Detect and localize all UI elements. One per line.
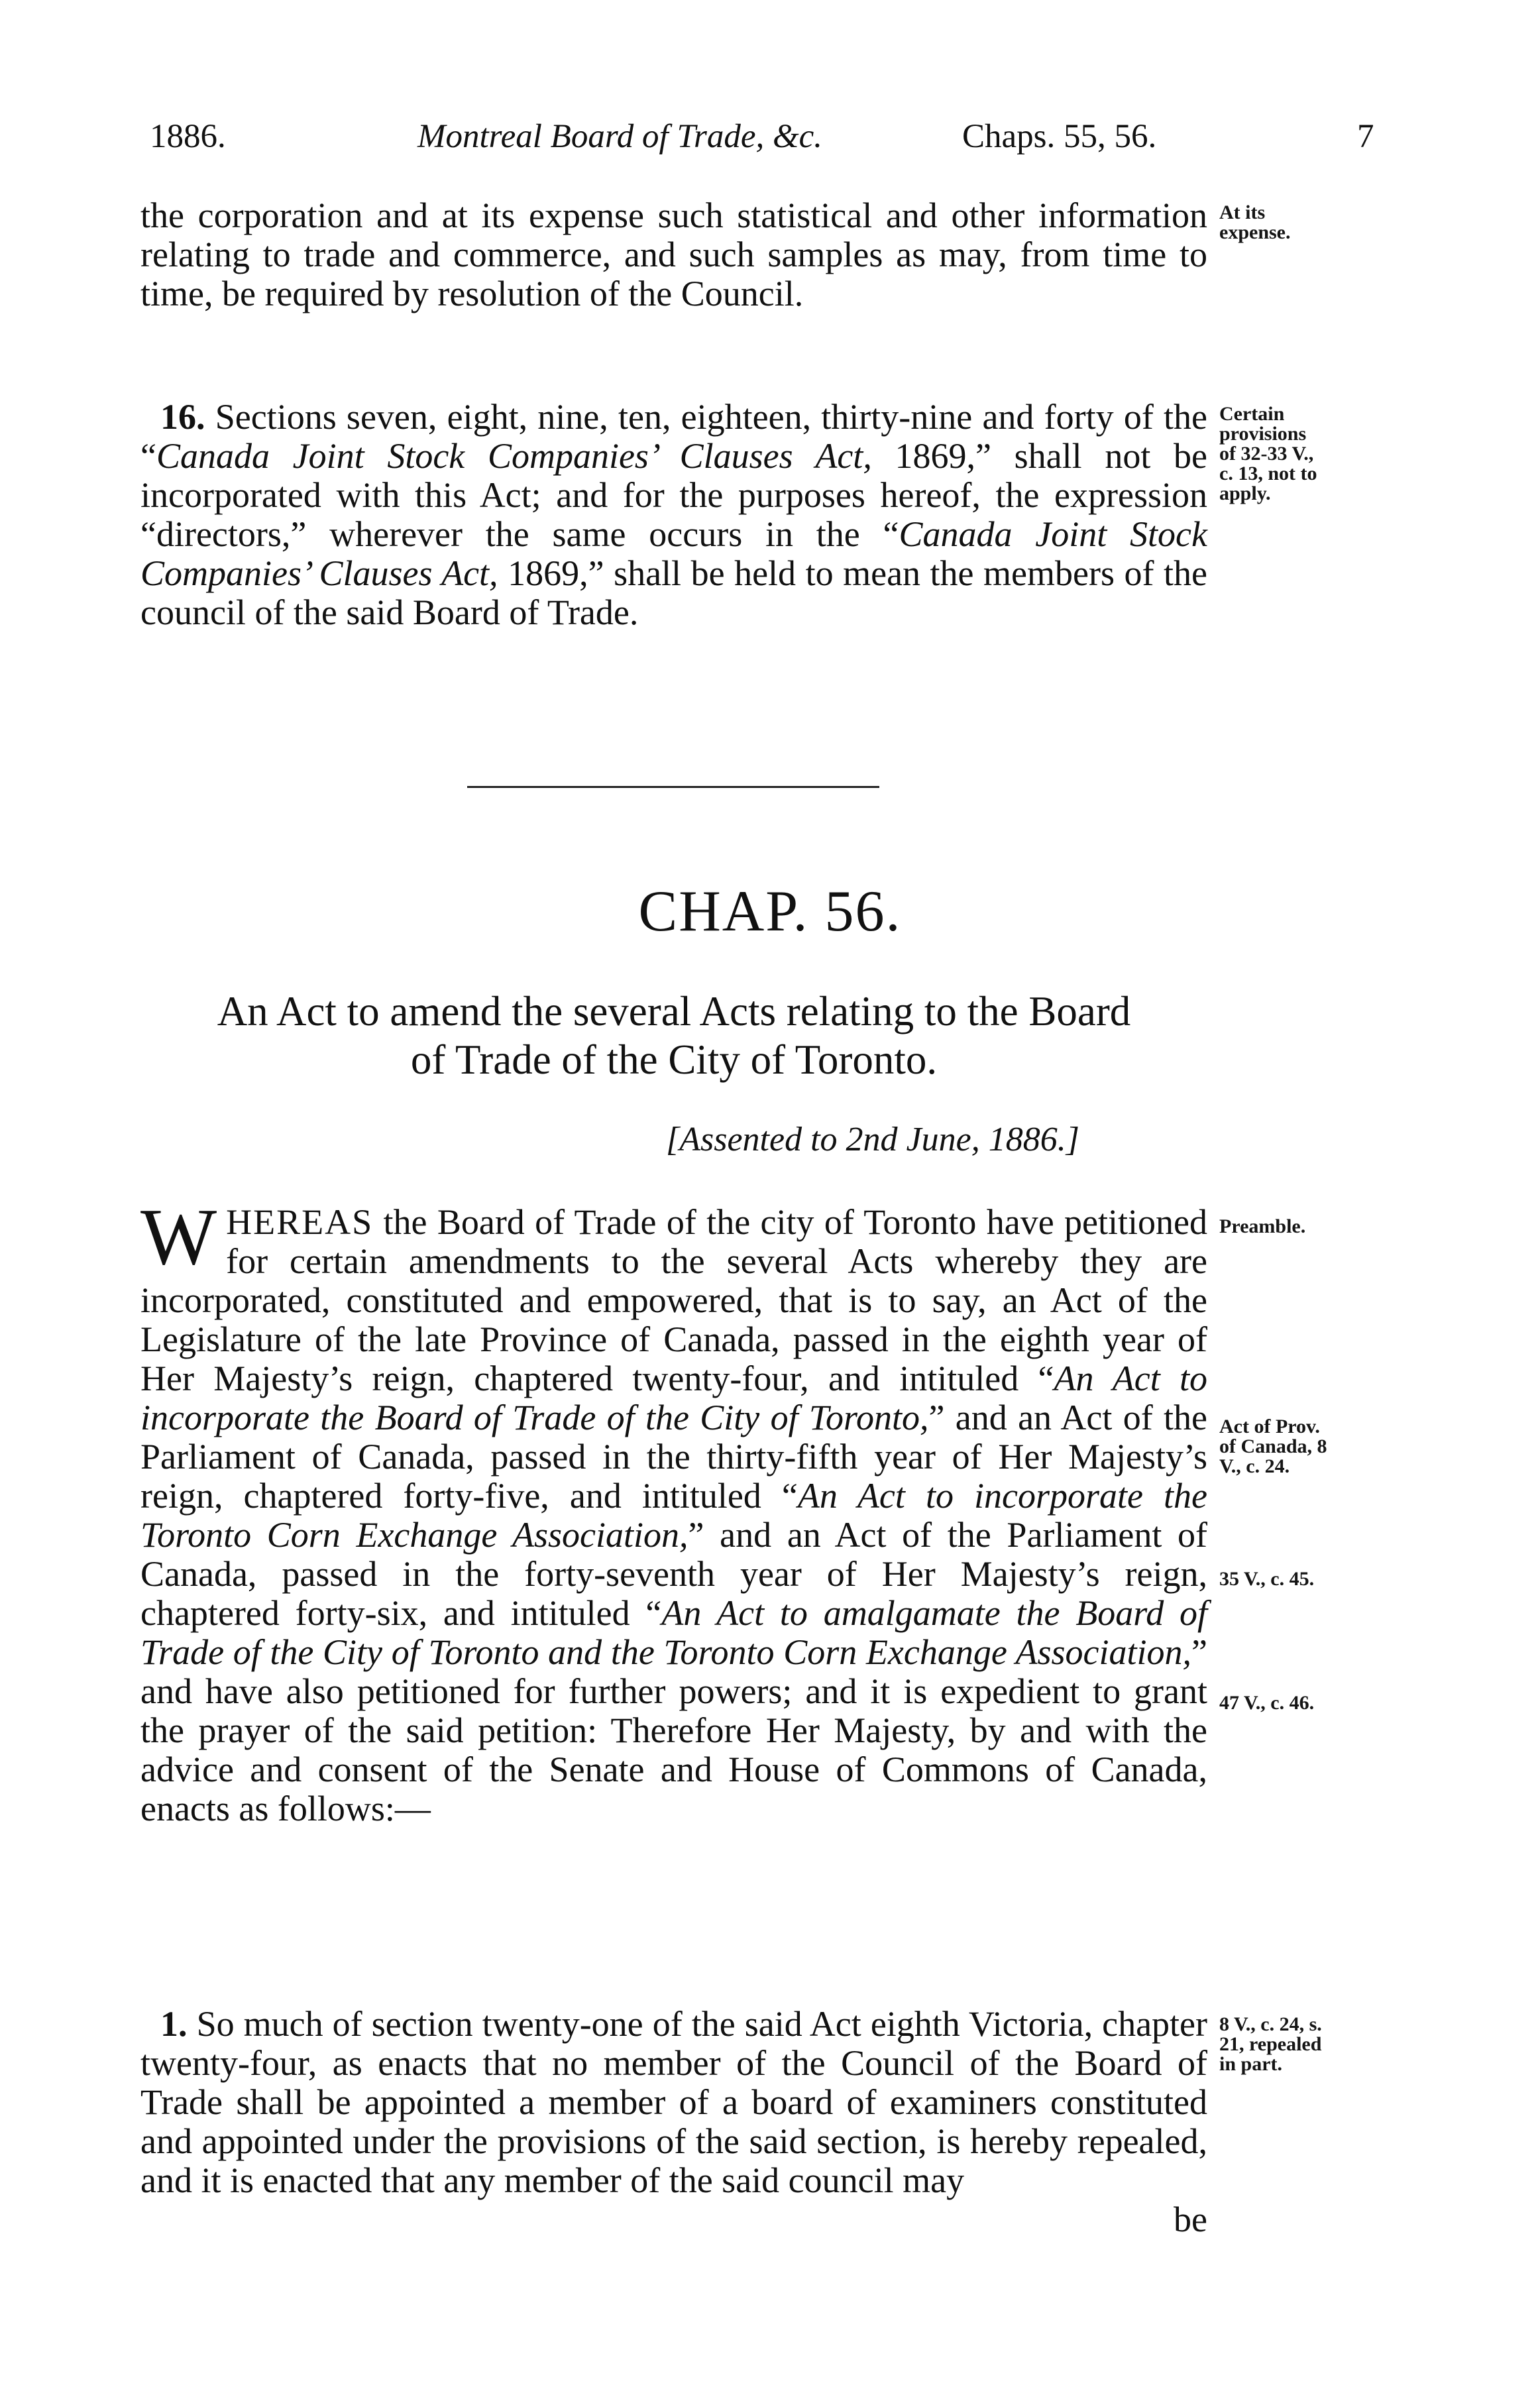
drop-cap: W (140, 1192, 217, 1282)
margin-note-at-its-expense: At its expense. (1219, 201, 1291, 243)
preamble (140, 1192, 1208, 1828)
act-title (140, 987, 1207, 1084)
section-divider (467, 786, 879, 788)
catchword: be (1174, 2200, 1207, 2239)
margin-note-certain-provisions: Certain provisions of 32-33 V., c. 13, not to apply. (1219, 403, 1317, 504)
section-16-text: 16. Sections seven, eight, nine, ten, eighteen, thirty-nine and forty of the “Canada Joint Stock Companies’ Clauses Act, 1869,” shall not be incorporated with this Act; and for the purposes hereof, the expression “directors,” wherever the same occurs in the “Canada Joint Stock Companies’ Clauses Act, 1869,” shall be held to mean the members of the council of the said Board of Trade. (140, 397, 1207, 632)
header-chapters: Chaps. 55, 56. (962, 118, 1157, 155)
chapter-heading: CHAP. 56. (638, 879, 902, 944)
section-16-number: 16. (160, 397, 205, 437)
margin-note-35v: 35 V., c. 45. (1219, 1568, 1315, 1590)
section-15-text: the corporation and at its expense such statistical and other information relating to trade and commerce, and such samples as may, from time to time, be required by resolution of the Council. (140, 195, 1207, 313)
preamble-text: WHEREAS the Board of Trade of the city of Toronto have petitioned for certain amendments to the several Acts whereby they are incorporated, constituted and empowered, that is to say, an Act of the Legislature of the late Province of Canada, passed in the eighth year of Her Majesty’s reign, chaptered twenty-four, and intituled “An Act to incorporate the Board of Trade of the City of Toronto,” and an Act of the Parliament of Canada, passed in the thirty-fifth year of Her Majesty’s reign, chaptered forty-five, and intituled “An Act to incorporate the Toronto Corn Exchange Association,” and an Act of the Parliament of Canada, passed in the forty-seventh year of Her Majesty’s reign, chaptered forty-six, and intituled “An Act to amalgamate the Board of Trade of the City of Toronto and the Toronto Corn Exchange Association,” and have also petitioned for further powers; and it is expedient to grant the prayer of the said petition: Therefore Her Majesty, by and with the advice and consent of the Senate and House of Commons of Canada, enacts as follows:— (140, 1192, 1208, 1828)
section-1 (140, 2005, 1207, 2239)
section-16 (140, 398, 1207, 632)
act-title-line-1: An Act to amend the several Acts relating to the Board (217, 988, 1131, 1034)
section-1-text: 1. So much of section twenty-one of the said Act eighth Victoria, chapter twenty-four, as enacts that no member of the Council of the Board of Trade shall be appointed a member of a board of examiners constituted and appointed under the provisions of the said section, is hereby repealed, and it is enacted that any member of the said council may (140, 2004, 1208, 2200)
margin-note-act-of-prov: Act of Prov. of Canada, 8 V., c. 24. (1219, 1416, 1327, 1477)
margin-note-repealed-in-part: 8 V., c. 24, s. 21, repealed in part. (1219, 2013, 1322, 2075)
section-15-continuation (140, 196, 1207, 313)
section-1-number: 1. (160, 2004, 188, 2044)
margin-note-preamble: Preamble. (1219, 1215, 1306, 1237)
header-year: 1886. (150, 118, 226, 155)
assent-date: [Assented to 2nd June, 1886.] (666, 1121, 1079, 1158)
margin-note-47v: 47 V., c. 46. (1219, 1692, 1315, 1714)
header-title: Montreal Board of Trade, &c. (417, 118, 823, 155)
page-number: 7 (1357, 118, 1374, 155)
act-title-line-2: of Trade of the City of Toronto. (410, 1036, 938, 1083)
